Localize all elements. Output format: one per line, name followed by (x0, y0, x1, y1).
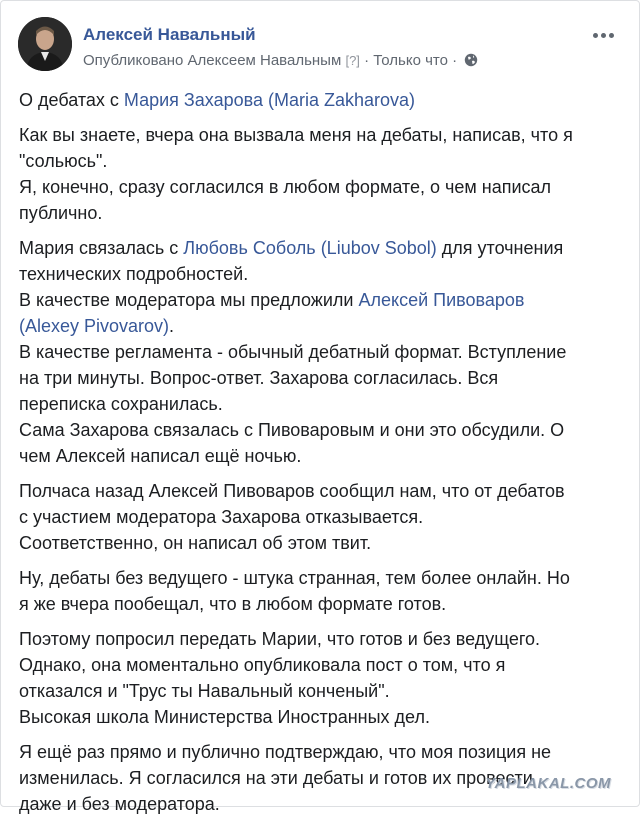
post-text: для уточнения (436, 238, 564, 258)
post-header (18, 17, 625, 73)
post-text: я же вчера пообещал, что в любом формате готов. (19, 594, 447, 614)
profile-mention-link[interactable]: (Alexey Pivovarov) (19, 316, 170, 336)
help-link[interactable]: [?] (345, 53, 360, 68)
post-text: Высокая школа Министерства Иностранных дел. (19, 707, 430, 727)
post-text: В качестве регламента - обычный дебатный формат. Вступление (19, 342, 567, 362)
meta-separator: · (364, 52, 370, 69)
post-text: чем Алексей написал ещё ночью. (19, 446, 302, 466)
post-text: Поэтому попросил передать Марии, что готов и без ведущего. (19, 629, 541, 649)
profile-mention-link[interactable]: Алексей Пивоваров (358, 290, 525, 310)
post-text: Сама Захарова связалась с Пивоваровым и они это обсудили. О (19, 420, 565, 440)
author-avatar[interactable] (18, 17, 72, 71)
post-text: публично. (19, 203, 103, 223)
post-paragraph (19, 626, 627, 730)
post-text: Полчаса назад Алексей Пивоваров сообщил нам, что от дебатов (19, 481, 565, 501)
post-text: . (169, 316, 175, 336)
post-text: переписка сохранилась. (19, 394, 223, 414)
post-text: Как вы знаете, вчера она вызвала меня на дебаты, написав, что я (19, 125, 573, 145)
globe-icon[interactable] (464, 53, 478, 67)
profile-mention-link[interactable]: Мария Захарова (Maria Zakharova) (123, 90, 416, 110)
profile-photo-icon (18, 17, 72, 71)
post-paragraph (19, 122, 627, 226)
post-paragraph (19, 565, 627, 617)
post-text: отказался и "Трус ты Навальный конченый". (19, 681, 390, 701)
post-text: Ну, дебаты без ведущего - штука странная, тем более онлайн. Но (19, 568, 570, 588)
post-paragraph (19, 478, 627, 556)
more-options-icon[interactable] (591, 25, 615, 45)
profile-mention-link[interactable]: Любовь Соболь (Liubov Sobol) (183, 238, 437, 258)
post-body (19, 87, 627, 826)
post-timestamp[interactable]: Только что (373, 52, 448, 69)
post-text: Соответственно, он написал об этом твит. (19, 533, 372, 553)
post-meta (83, 52, 478, 69)
meta-separator: · (452, 52, 458, 69)
watermark: YAPLAKAL.COM (485, 775, 611, 792)
post-text: О дебатах с (19, 90, 124, 110)
post-text: Я, конечно, сразу согласился в любом формате, о чем написал (19, 177, 552, 197)
post-text: В качестве модератора мы предложили (19, 290, 359, 310)
post-paragraph (19, 235, 627, 469)
post-text: Мария связалась с (19, 238, 184, 258)
post-text: на три минуты. Вопрос-ответ. Захарова согласилась. Вся (19, 368, 499, 388)
post-text: технических подробностей. (19, 264, 249, 284)
post-text: с участием модератора Захарова отказывается. (19, 507, 424, 527)
published-by-text: Опубликовано Алексеем Навальным (83, 52, 342, 69)
post-paragraph (19, 87, 627, 113)
post-text: Я ещё раз прямо и публично подтверждаю, что моя позиция не (19, 742, 552, 762)
post-text: изменилась. Я согласился на эти дебаты и готов их провести (19, 768, 533, 788)
author-name[interactable]: Алексей Навальный (83, 25, 256, 44)
post-text: даже и без модератора. (19, 794, 220, 814)
post-text: "сольюсь". (19, 151, 108, 171)
post-text: Однако, она моментально опубликовала пост о том, что я (19, 655, 506, 675)
